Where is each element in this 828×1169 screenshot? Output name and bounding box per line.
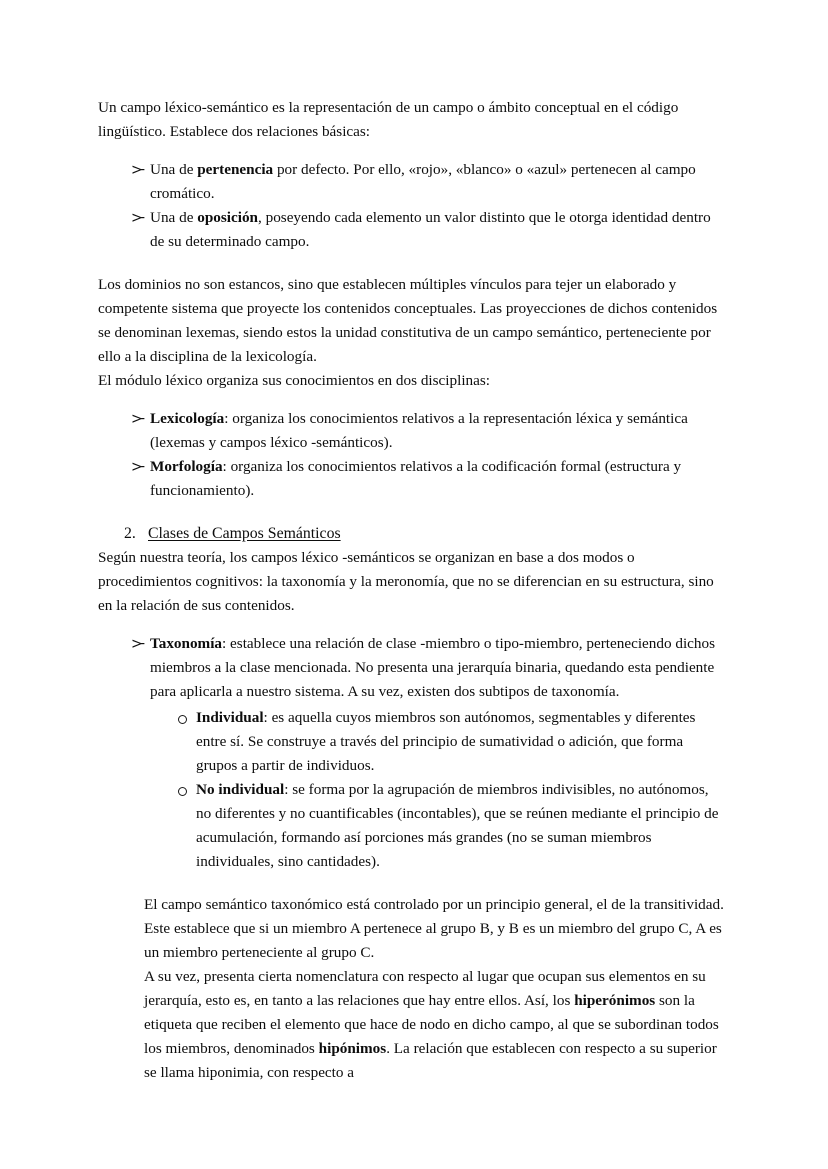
section-title: Clases de Campos Semánticos bbox=[148, 525, 341, 542]
list-item-rest: por defecto. Por ello, «rojo», «blanco» o «azul» pertenecen al campo cromático. bbox=[150, 161, 696, 202]
list-item-rest: : es aquella cuyos miembros son autónomos, segmentables y diferentes entre sí. Se construye a través del principio de sumatividad o adición, que forma grupos a partir de individuos. bbox=[196, 709, 696, 774]
list-item-rest: : se forma por la agrupación de miembros indivisibles, no autónomos, no diferentes y no cuantificables (incontables), que se reúnen mediante el principio de acumulación, formando así porciones más grandes (no se suman miembros individuales, sino cantidades). bbox=[196, 781, 719, 870]
list-item-text bbox=[150, 458, 681, 499]
transitivity-paragraph: El campo semántico taxonómico está controlado por un principio general, el de la transitividad. Este establece que si un miembro A pertenece al grupo B, y B es un miembro del grupo C, A es un miembro perteneciente al grupo C. bbox=[144, 896, 724, 961]
arrow-bullet-icon bbox=[132, 632, 148, 649]
list-item-rest: : organiza los conocimientos relativos a la codificación formal (estructura y funcionamiento). bbox=[150, 458, 682, 499]
list-item-rest: : organiza los conocimientos relativos a la representación léxica y semántica (lexemas y campos léxico -semánticos). bbox=[150, 410, 688, 451]
list-item bbox=[98, 455, 724, 503]
list-item-rest: : establece una relación de clase -miembro o tipo-miembro, perteneciendo dichos miembros a la clase mencionada. No presenta una jerarquía binaria, quedando esta pendiente para aplicarla a nuestro sistema. A su vez, existen dos subtipos de taxonomía. bbox=[150, 635, 716, 700]
list-item bbox=[98, 158, 724, 206]
list-item-text bbox=[150, 635, 715, 700]
hollow-circle-bullet-icon bbox=[178, 706, 194, 724]
page-content bbox=[98, 96, 724, 1085]
nomenclature-paragraph bbox=[98, 965, 724, 1085]
arrow-bullet-icon bbox=[132, 455, 148, 472]
taxonomy-list bbox=[98, 632, 724, 704]
list-item-lead: Una de bbox=[150, 209, 198, 226]
nomenclature-term-2: hipónimos bbox=[318, 1040, 387, 1057]
section-heading bbox=[98, 522, 724, 546]
arrow-bullet-icon bbox=[132, 407, 148, 424]
taxonomy-subtypes-list bbox=[98, 706, 724, 874]
list-item bbox=[98, 706, 724, 778]
list-item-term: Morfología bbox=[150, 458, 223, 475]
list-item-lead: Una de bbox=[150, 161, 198, 178]
domains-paragraph: Los dominios no son estancos, sino que establecen múltiples vínculos para tejer un elaborado y competente sistema que proyecte los contenidos conceptuales. Las proyecciones de dichos contenidos se denominan lexemas, siendo estos la unidad constitutiva de un campo semántico, perteneciente por ello a la disciplina de la lexicología. bbox=[98, 276, 718, 365]
list-item-term: oposición bbox=[197, 209, 258, 226]
list-item-text bbox=[196, 709, 695, 774]
list-item-term: Individual bbox=[196, 709, 264, 726]
list-item-text bbox=[150, 161, 696, 202]
relations-list bbox=[98, 158, 724, 254]
list-item-text bbox=[196, 781, 719, 870]
list-item-rest: , poseyendo cada elemento un valor distinto que le otorga identidad dentro de su determinado campo. bbox=[150, 209, 711, 250]
section-2-paragraph: Según nuestra teoría, los campos léxico -semánticos se organizan en base a dos modos o procedimientos cognitivos: la taxonomía y la meronomía, que no se diferencian en su estructura, sino en la relación de sus contenidos. bbox=[98, 549, 714, 614]
list-item-term: Lexicología bbox=[150, 410, 225, 427]
list-item-term: Taxonomía bbox=[150, 635, 223, 652]
list-item-text bbox=[150, 209, 711, 250]
domains-paragraph-2: El módulo léxico organiza sus conocimientos en dos disciplinas: bbox=[98, 372, 490, 389]
list-item-text bbox=[150, 410, 688, 451]
nomenclature-part-1: A su vez, presenta cierta nomenclatura con respecto al lugar que ocupan sus elementos en su jerarquía, esto es, en tanto a las relaciones que hay entre ellos. Así, los bbox=[144, 968, 706, 1009]
arrow-bullet-icon bbox=[132, 206, 148, 223]
hollow-circle-bullet-icon bbox=[178, 778, 194, 796]
list-item bbox=[98, 778, 724, 874]
list-item bbox=[98, 206, 724, 254]
list-item-term: No individual bbox=[196, 781, 285, 798]
list-item-term: pertenencia bbox=[197, 161, 274, 178]
section-number: 2. bbox=[124, 525, 136, 542]
intro-paragraph: Un campo léxico-semántico es la representación de un campo o ámbito conceptual en el código lingüístico. Establece dos relaciones básicas: bbox=[98, 99, 679, 140]
nomenclature-part-3: . La relación que establecen con respecto a su superior se llama hiponimia, con respecto a bbox=[144, 1040, 717, 1081]
arrow-bullet-icon bbox=[132, 158, 148, 175]
list-item bbox=[98, 632, 724, 704]
nomenclature-term-1: hiperónimos bbox=[574, 992, 656, 1009]
disciplines-list bbox=[98, 407, 724, 503]
nomenclature-part-2: son la etiqueta que reciben el elemento que hace de nodo en dicho campo, al que se subordinan todos los miembros, denominados bbox=[144, 992, 719, 1057]
list-item bbox=[98, 407, 724, 455]
